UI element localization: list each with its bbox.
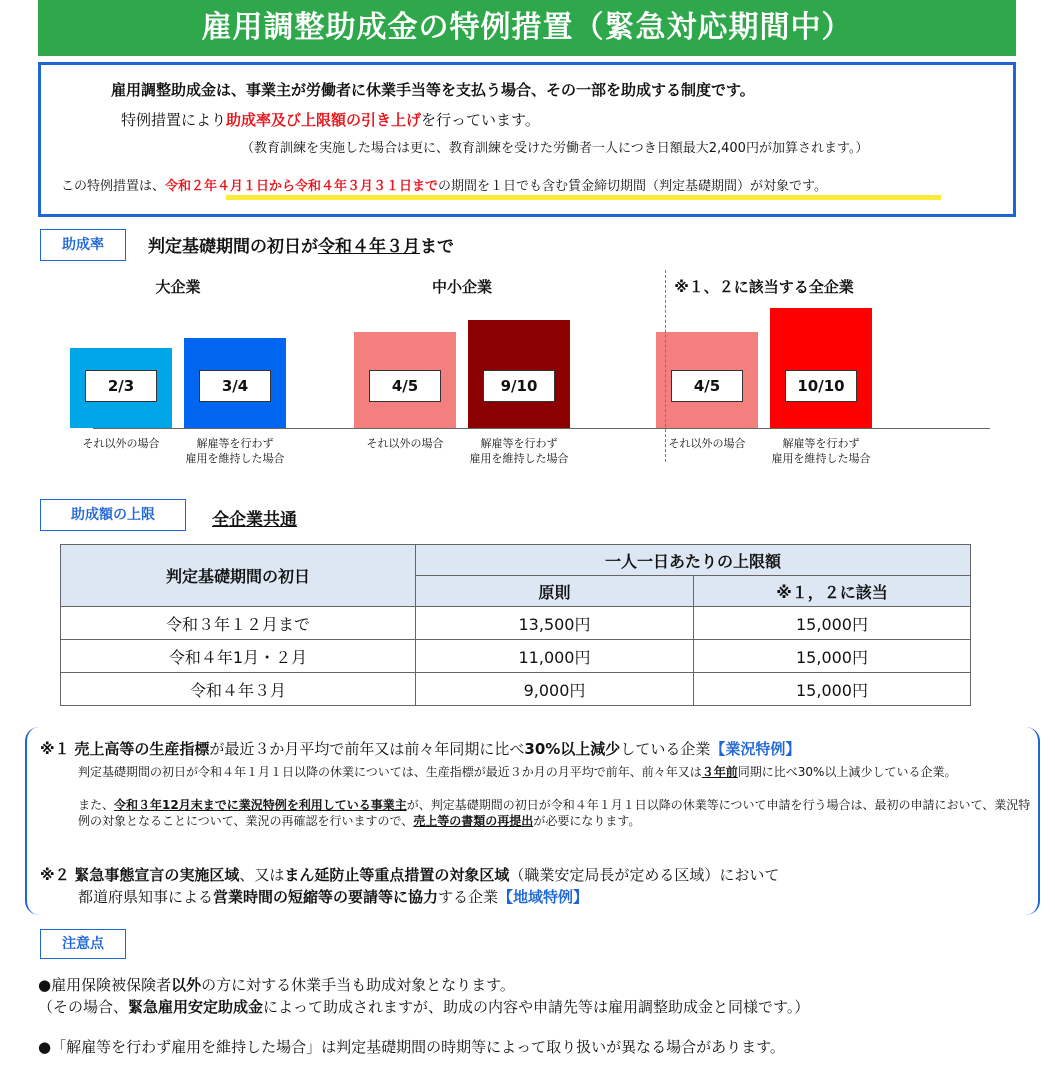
note-2-tag: 【地域特例】 xyxy=(498,888,589,906)
page-title: 雇用調整助成金の特例措置（緊急対応期間中） xyxy=(38,0,1016,56)
note-1-text-1: が最近３か月平均で前年又は前々年同期に比べ xyxy=(209,740,525,758)
table-cell: 13,500円 xyxy=(416,607,694,640)
rate-heading xyxy=(148,232,454,257)
caution-1-bold: 以外 xyxy=(171,976,202,994)
caution-1-line2-post: によって助成されますが、助成の内容や申請先等は雇用調整助成金と同様です。） xyxy=(263,998,810,1016)
note-1-body-2-post: が必要になります。 xyxy=(533,814,641,828)
note-1-body-2-underlined-2: 売上等の書類の再提出 xyxy=(413,814,534,828)
rate-bar-label: 2/3 xyxy=(85,370,157,402)
caution-1 xyxy=(38,974,809,1018)
note-1-bold-2: 30%以上減少 xyxy=(524,740,621,758)
note-2-text-1: 、又は xyxy=(239,866,285,884)
rate-bar-label: 10/10 xyxy=(785,370,857,402)
table-cell: 15,000円 xyxy=(694,673,971,706)
intro-line-4-pre: この特例措置は、 xyxy=(61,179,166,194)
note-2 xyxy=(40,864,779,908)
rate-heading-pre: 判定基礎期間の初日が xyxy=(148,237,318,257)
table-header-standard: 原則 xyxy=(416,576,694,607)
intro-line-2 xyxy=(121,109,540,130)
rate-bar-label: 9/10 xyxy=(483,370,555,402)
rate-bar-caption: それ以外の場合 xyxy=(668,437,746,450)
note-1-bold-1: 売上高等の生産指標 xyxy=(74,740,210,758)
chart-baseline xyxy=(93,428,990,429)
rate-heading-post: まで xyxy=(420,237,454,257)
table-cell: 令和４年1月・２月 xyxy=(61,640,416,673)
table-cell: 15,000円 xyxy=(694,640,971,673)
section-tag-caution: 注意点 xyxy=(40,929,126,959)
section-tag-cap: 助成額の上限 xyxy=(40,499,186,531)
group-title: 中小企業 xyxy=(431,278,492,296)
rate-bar-label: 4/5 xyxy=(369,370,441,402)
table-cell: 11,000円 xyxy=(416,640,694,673)
intro-line-2-highlight: 助成率及び上限額の引き上げ xyxy=(226,111,422,129)
note-2-text-2: （職業安定局長が定める区域）において xyxy=(509,866,780,884)
note-1-tag: 【業況特例】 xyxy=(710,740,801,758)
intro-line-4-period: 令和２年４月１日から令和４年３月３１日まで xyxy=(165,179,439,194)
table-cell: 15,000円 xyxy=(694,607,971,640)
table-header-period: 判定基礎期間の初日 xyxy=(61,545,416,607)
table-row xyxy=(61,607,971,640)
chart-divider xyxy=(665,270,666,462)
note-2-bold-1: 緊急事態宣言の実施区域 xyxy=(74,866,240,884)
note-2-bold-2: まん延防止等重点措置の対象区域 xyxy=(284,866,510,884)
intro-line-1: 雇用調整助成金は、事業主が労働者に休業手当等を支払う場合、その一部を助成する制度です。 xyxy=(111,81,755,99)
caution-1-pre: ●雇用保険被保険者 xyxy=(38,976,172,994)
note-1-body-2-mid: が、判定基礎期間の初日が令和４年１月１日以降の休業等について申請を行う場合は、最初の申請において、業況特例の対象となることについて、業況の再確認を行いますので、 xyxy=(78,798,1031,828)
cap-heading: 全企業共通 xyxy=(212,510,297,530)
rate-bar-caption: それ以外の場合 xyxy=(366,437,444,450)
table-cell: 令和４年３月 xyxy=(61,673,416,706)
note-2-text-4: する企業 xyxy=(438,888,499,906)
cap-table xyxy=(60,544,971,706)
intro-line-3: （教育訓練を実施した場合は更に、教育訓練を受けた労働者一人につき日額最大2,400円が加算されます。） xyxy=(241,141,869,156)
section-tag-rate: 助成率 xyxy=(40,229,126,261)
note-1-body-2 xyxy=(78,797,1033,829)
intro-line-4 xyxy=(61,175,827,194)
intro-line-2-pre: 特例措置により xyxy=(121,111,227,129)
rate-heading-underlined: 令和４年３月 xyxy=(318,237,420,257)
caution-1-post: の方に対する休業手当も助成対象となります。 xyxy=(201,976,515,994)
note-1-text-2: している企業 xyxy=(620,740,711,758)
note-2-mark: ※２ xyxy=(40,866,70,884)
note-1-body-1 xyxy=(78,764,1033,780)
note-1-body-2-pre: また、 xyxy=(78,798,115,812)
rate-bar xyxy=(770,308,872,428)
intro-line-4-post: の期間を１日でも含む賃金締切期間（判定基礎期間）が対象です。 xyxy=(438,179,827,194)
intro-box xyxy=(38,62,1016,217)
group-title: ※１、２に該当する全企業 xyxy=(674,278,854,296)
rate-bar-caption: 解雇等を行わず 雇用を維持した場合 xyxy=(771,437,871,465)
yellow-highlight-underline xyxy=(226,195,941,200)
table-header-group: 一人一日あたりの上限額 xyxy=(416,545,971,576)
note-1-body-1-pre: 判定基礎期間の初日が令和４年１月１日以降の休業については、生産指標が最近３か月の月平均で前年、前々年又は xyxy=(78,765,702,779)
note-1-body-2-underlined: 令和３年12月末までに業況特例を利用している事業主 xyxy=(114,798,407,812)
caution-1-line2-pre: （その場合、 xyxy=(38,998,129,1016)
note-1-title xyxy=(40,738,800,759)
caution-2: ●「解雇等を行わず雇用を維持した場合」は判定基礎期間の時期等によって取り扱いが異なる場合があります。 xyxy=(38,1038,785,1056)
note-2-bold-3: 営業時間の短縮等の要請等に協力 xyxy=(213,888,439,906)
table-header-row xyxy=(61,545,971,576)
note-1-mark: ※１ xyxy=(40,740,70,758)
rate-bar-caption: それ以外の場合 xyxy=(82,437,160,450)
table-header-special: ※１，２に該当 xyxy=(694,576,971,607)
rate-bar-label: 4/5 xyxy=(671,370,743,402)
note-1-body-1-underlined: ３年前 xyxy=(701,765,738,779)
table-cell: 令和３年１２月まで xyxy=(61,607,416,640)
table-cell: 9,000円 xyxy=(416,673,694,706)
note-2-text-3: 都道府県知事による xyxy=(78,888,214,906)
group-title: 大企業 xyxy=(155,278,201,296)
table-row xyxy=(61,640,971,673)
rate-bar-label: 3/4 xyxy=(199,370,271,402)
intro-line-2-post: を行っています。 xyxy=(421,111,540,129)
note-1-body-1-post: 同期に比べ30%以上減少している企業。 xyxy=(737,765,957,779)
caution-1-line2-bold: 緊急雇用安定助成金 xyxy=(128,998,264,1016)
rate-bar-caption: 解雇等を行わず 雇用を維持した場合 xyxy=(185,437,285,465)
rate-bar-caption: 解雇等を行わず 雇用を維持した場合 xyxy=(469,437,569,465)
table-row xyxy=(61,673,971,706)
